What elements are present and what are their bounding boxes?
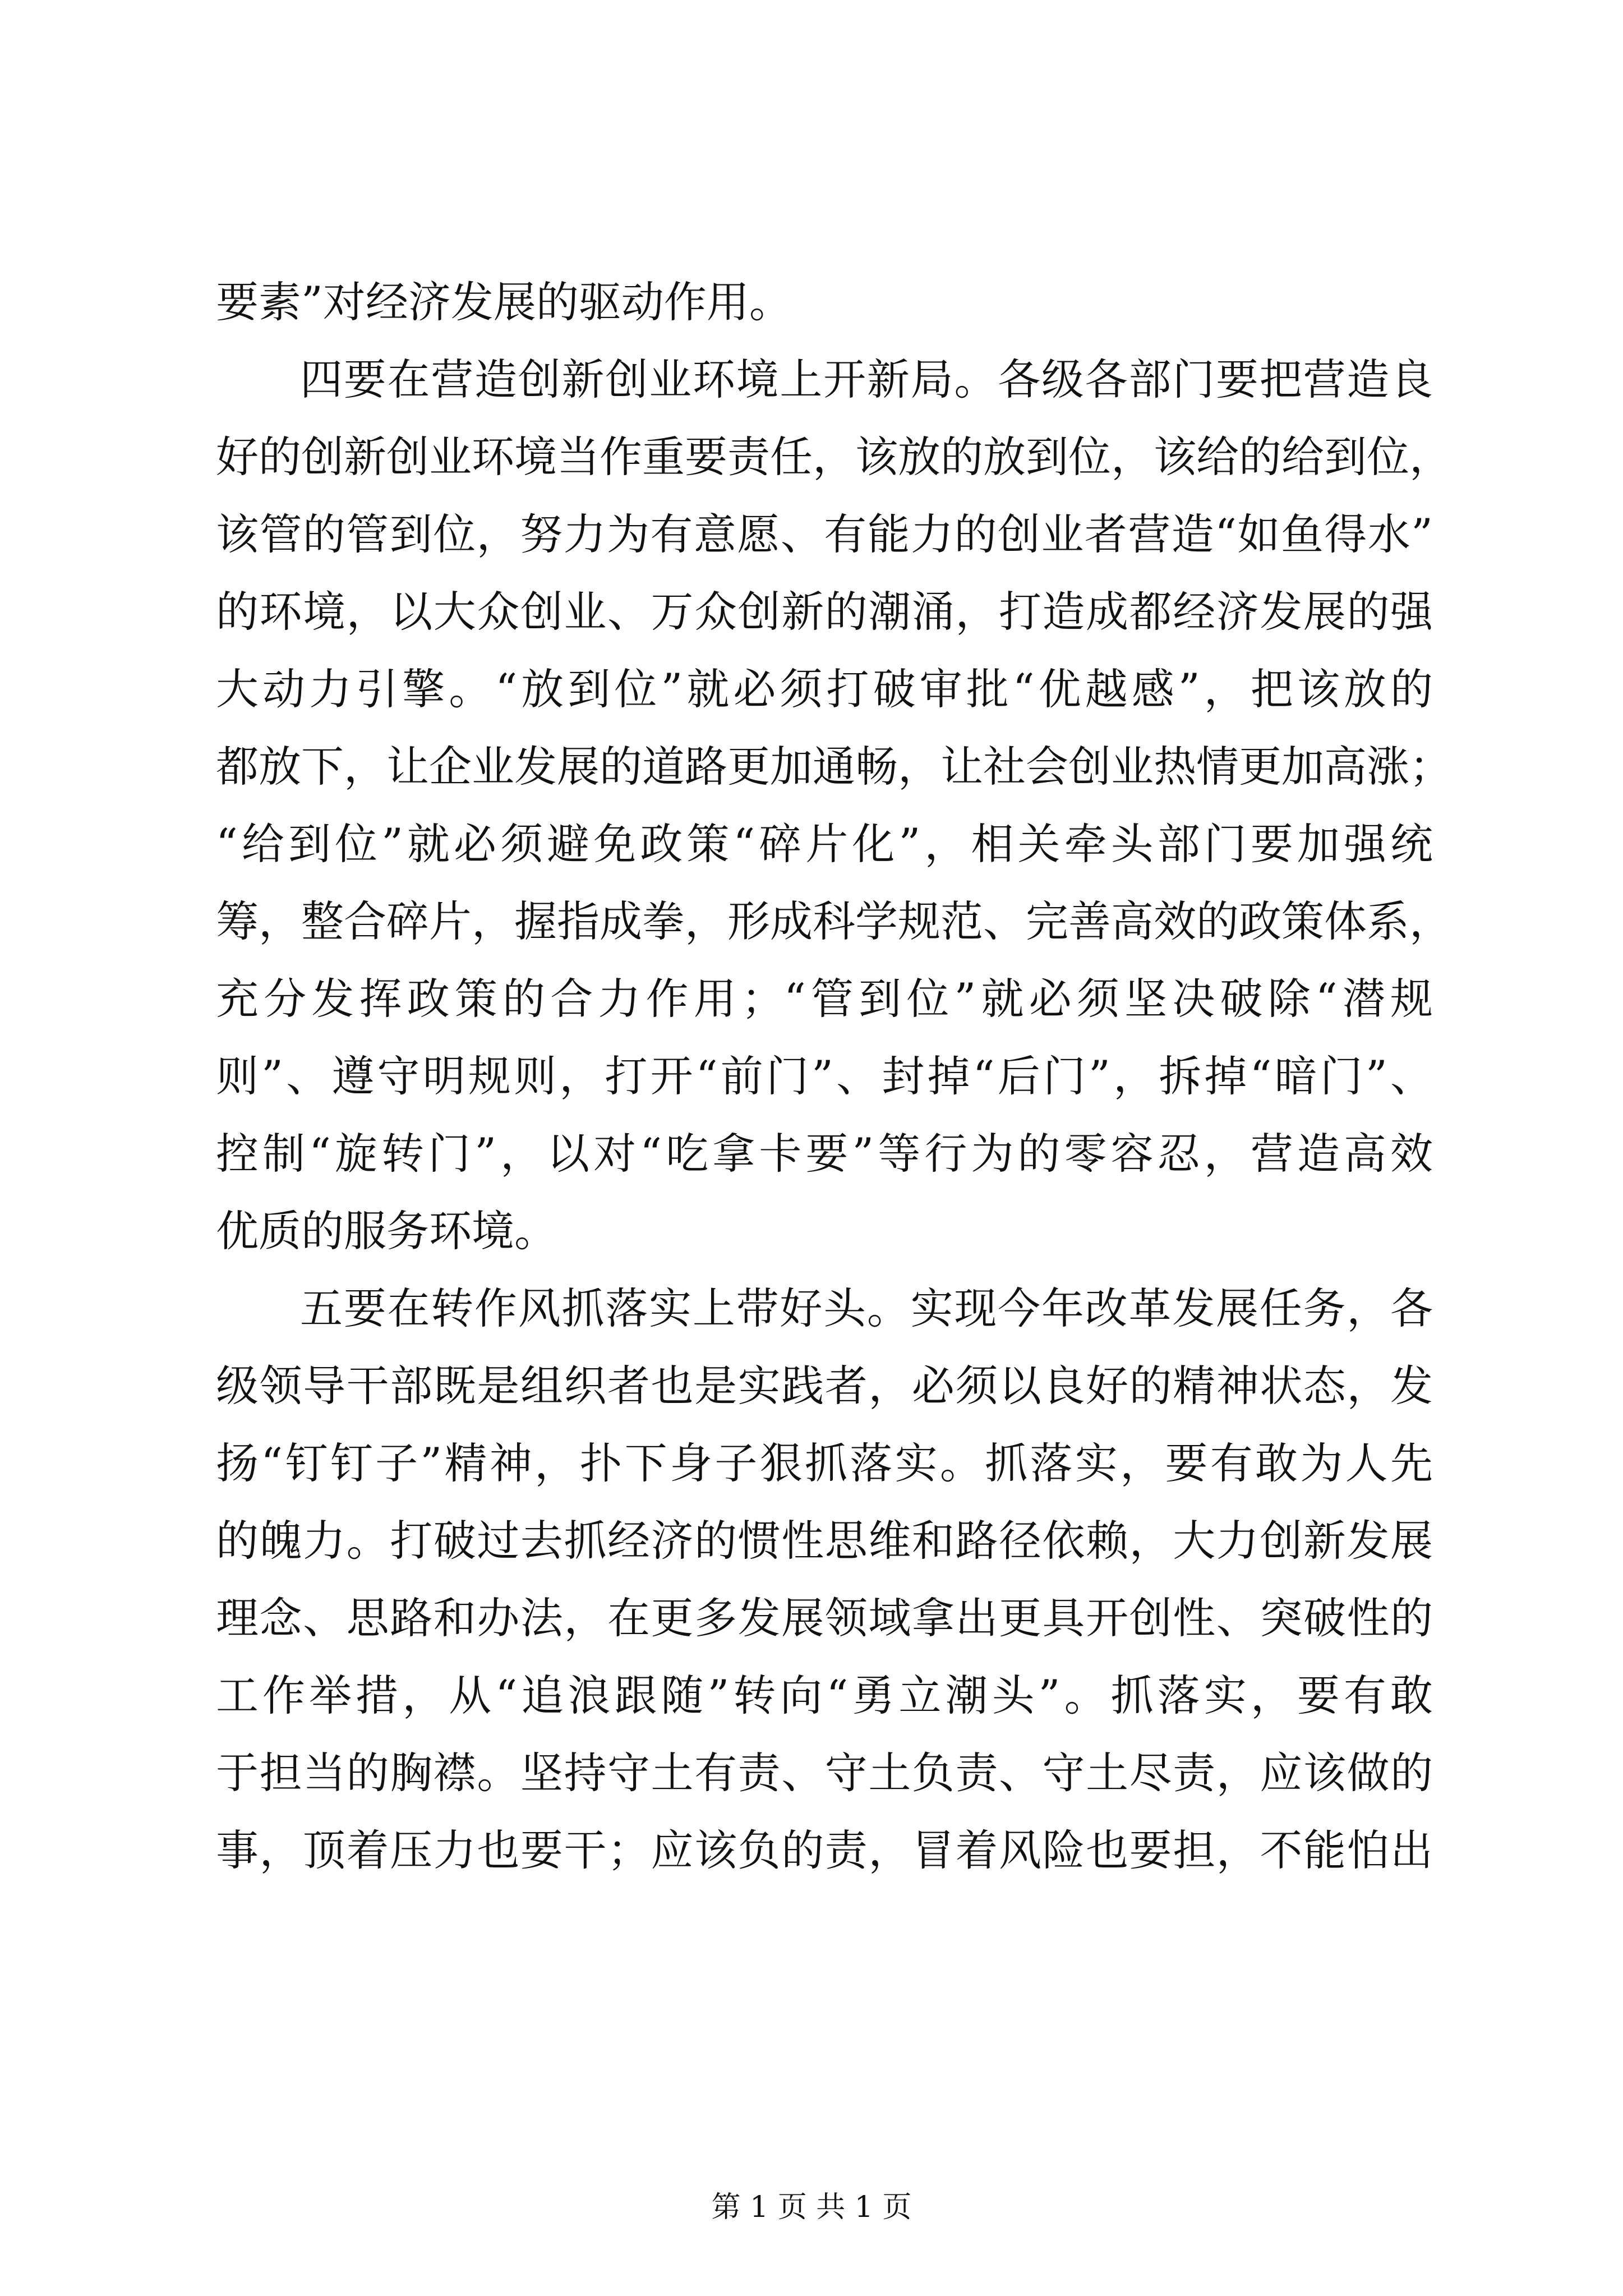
text-line: 好的创新创业环境当作重要责任，该放的放到位，该给的给到位， (216, 432, 1452, 482)
text-line: 大动力引擎。“放到位”就必须打破审批“优越感”，把该放的 (216, 664, 1433, 714)
text-line: 事，顶着压力也要干；应该负的责，冒着风险也要担，不能怕出 (216, 1825, 1433, 1875)
text-line: 要素”对经济发展的驱动作用。 (216, 277, 792, 327)
text-line: 于担当的胸襟。坚持守土有责、守土负责、守土尽责，应该做的 (216, 1748, 1433, 1798)
text-line: 扬“钉钉子”精神，扑下身子狠抓落实。抓落实，要有敢为人先 (216, 1438, 1433, 1488)
text-line: 级领导干部既是组织者也是实践者，必须以良好的精神状态，发 (216, 1361, 1433, 1411)
text-line: “给到位”就必须避免政策“碎片化”，相关牵头部门要加强统 (216, 819, 1433, 869)
text-line: 该管的管到位，努力为有意愿、有能力的创业者营造“如鱼得水” (216, 509, 1433, 559)
text-line: 的环境，以大众创业、万众创新的潮涌，打造成都经济发展的强 (216, 587, 1433, 637)
text-line: 充分发挥政策的合力作用；“管到位”就必须坚决破除“潜规 (216, 974, 1433, 1024)
text-line: 工作举措，从“追浪跟随”转向“勇立潮头”。抓落实，要有敢 (216, 1671, 1433, 1720)
text-line: 优质的服务环境。 (216, 1206, 557, 1256)
paragraph-first-line: 五要在转作风抓落实上带好头。实现今年改革发展任务，各 (300, 1283, 1433, 1333)
text-line: 筹，整合碎片，握指成拳，形成科学规范、完善高效的政策体系， (216, 896, 1452, 946)
document-body (216, 264, 1452, 1889)
text-line: 则”、遵守明规则，打开“前门”、封掉“后门”，拆掉“暗门”、 (216, 1051, 1433, 1101)
text-line: 都放下，让企业发展的道路更加通畅，让社会创业热情更加高涨； (216, 742, 1452, 792)
text-line: 的魄力。打破过去抓经济的惯性思维和路径依赖，大力创新发展 (216, 1516, 1433, 1566)
text-line: 理念、思路和办法，在更多发展领域拿出更具开创性、突破性的 (216, 1593, 1433, 1643)
page-footer: 第 1 页 共 1 页 (711, 2191, 912, 2224)
text-line: 控制“旋转门”，以对“吃拿卡要”等行为的零容忍，营造高效 (216, 1129, 1433, 1179)
paragraph-first-line: 四要在营造创新创业环境上开新局。各级各部门要把营造良 (300, 355, 1433, 404)
